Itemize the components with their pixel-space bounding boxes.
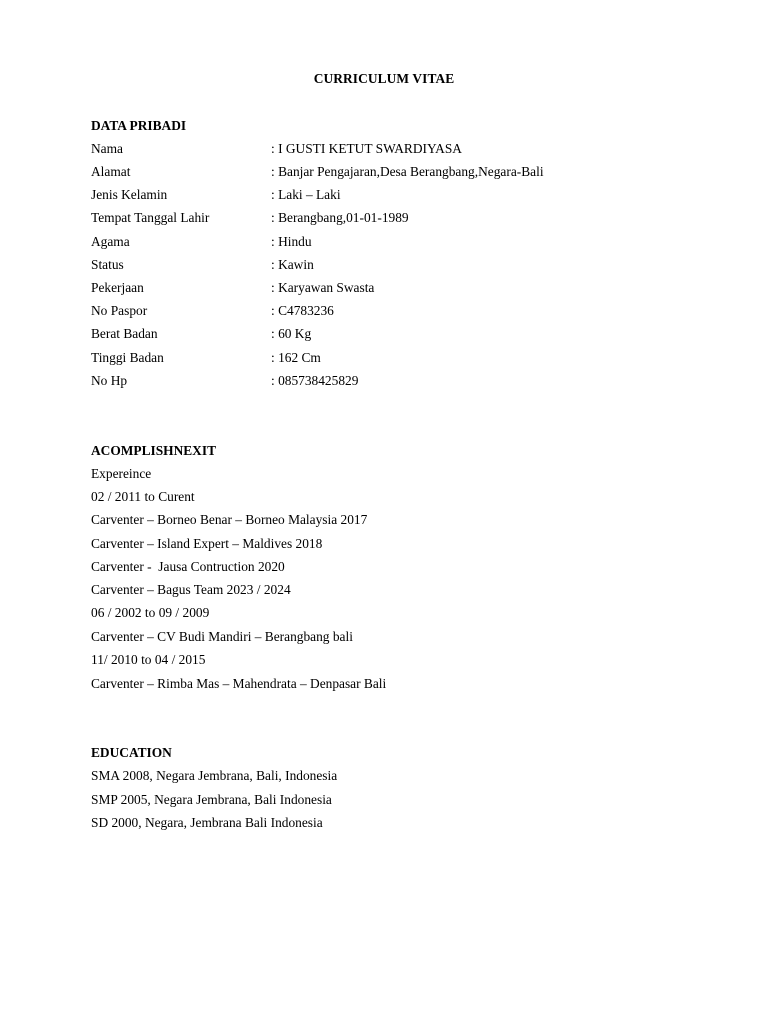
personal-row-berat-badan bbox=[91, 326, 311, 342]
experience-period: 06 / 2002 to 09 / 2009 bbox=[91, 605, 210, 620]
experience-item: Carventer – CV Budi Mandiri – Berangbang bali bbox=[91, 629, 353, 644]
accomplishment-heading: ACOMPLISHNEXIT bbox=[91, 443, 216, 458]
field-label: Jenis Kelamin bbox=[91, 187, 168, 202]
education-heading: EDUCATION bbox=[91, 745, 172, 760]
field-label: Tempat Tanggal Lahir bbox=[91, 210, 210, 225]
experience-period: 02 / 2011 to Curent bbox=[91, 489, 195, 504]
field-label: Tinggi Badan bbox=[91, 350, 164, 365]
field-label: Agama bbox=[91, 234, 130, 249]
education-item: SD 2000, Negara, Jembrana Bali Indonesia bbox=[91, 815, 323, 830]
field-value: : 085738425829 bbox=[271, 373, 359, 388]
experience-item: Carventer - Jausa Contruction 2020 bbox=[91, 559, 285, 574]
personal-row-jenis-kelamin bbox=[91, 187, 341, 203]
field-label: No Paspor bbox=[91, 303, 148, 318]
field-value: : Kawin bbox=[271, 257, 314, 272]
personal-row-no-paspor bbox=[91, 303, 334, 319]
personal-heading: DATA PRIBADI bbox=[91, 118, 187, 133]
document-title: CURRICULUM VITAE bbox=[313, 71, 455, 86]
personal-row-tempat-tanggal-lahir bbox=[91, 210, 409, 226]
experience-item: Carventer – Rimba Mas – Mahendrata – Denpasar Bali bbox=[91, 676, 387, 691]
personal-row-pekerjaan bbox=[91, 280, 374, 296]
personal-row-alamat bbox=[91, 164, 544, 180]
field-label: Alamat bbox=[91, 164, 131, 179]
field-value: : C4783236 bbox=[271, 303, 334, 318]
experience-label: Expereince bbox=[91, 466, 152, 481]
field-value: : 162 Cm bbox=[271, 350, 321, 365]
experience-item: Carventer – Borneo Benar – Borneo Malaysia 2017 bbox=[91, 512, 368, 527]
field-value: : Hindu bbox=[271, 234, 312, 249]
field-label: Pekerjaan bbox=[91, 280, 144, 295]
field-label: Status bbox=[91, 257, 124, 272]
field-label: No Hp bbox=[91, 373, 128, 388]
personal-row-status bbox=[91, 257, 314, 273]
personal-row-nama bbox=[91, 141, 462, 157]
personal-row-tinggi-badan bbox=[91, 350, 321, 366]
field-label: Berat Badan bbox=[91, 326, 158, 341]
field-value: : I GUSTI KETUT SWARDIYASA bbox=[271, 141, 462, 156]
experience-period: 11/ 2010 to 04 / 2015 bbox=[91, 652, 206, 667]
experience-item: Carventer – Island Expert – Maldives 2018 bbox=[91, 536, 323, 551]
personal-row-no-hp bbox=[91, 373, 358, 389]
education-item: SMP 2005, Negara Jembrana, Bali Indonesia bbox=[91, 792, 332, 807]
field-value: : Banjar Pengajaran,Desa Berangbang,Negara-Bali bbox=[271, 164, 544, 179]
personal-row-agama bbox=[91, 234, 312, 250]
field-value: : Karyawan Swasta bbox=[271, 280, 375, 295]
field-value: : 60 Kg bbox=[271, 326, 312, 341]
field-label: Nama bbox=[91, 141, 123, 156]
field-value: : Berangbang,01-01-1989 bbox=[271, 210, 409, 225]
experience-item: Carventer – Bagus Team 2023 / 2024 bbox=[91, 582, 291, 597]
field-value: : Laki – Laki bbox=[271, 187, 341, 202]
education-item: SMA 2008, Negara Jembrana, Bali, Indonesia bbox=[91, 768, 338, 783]
